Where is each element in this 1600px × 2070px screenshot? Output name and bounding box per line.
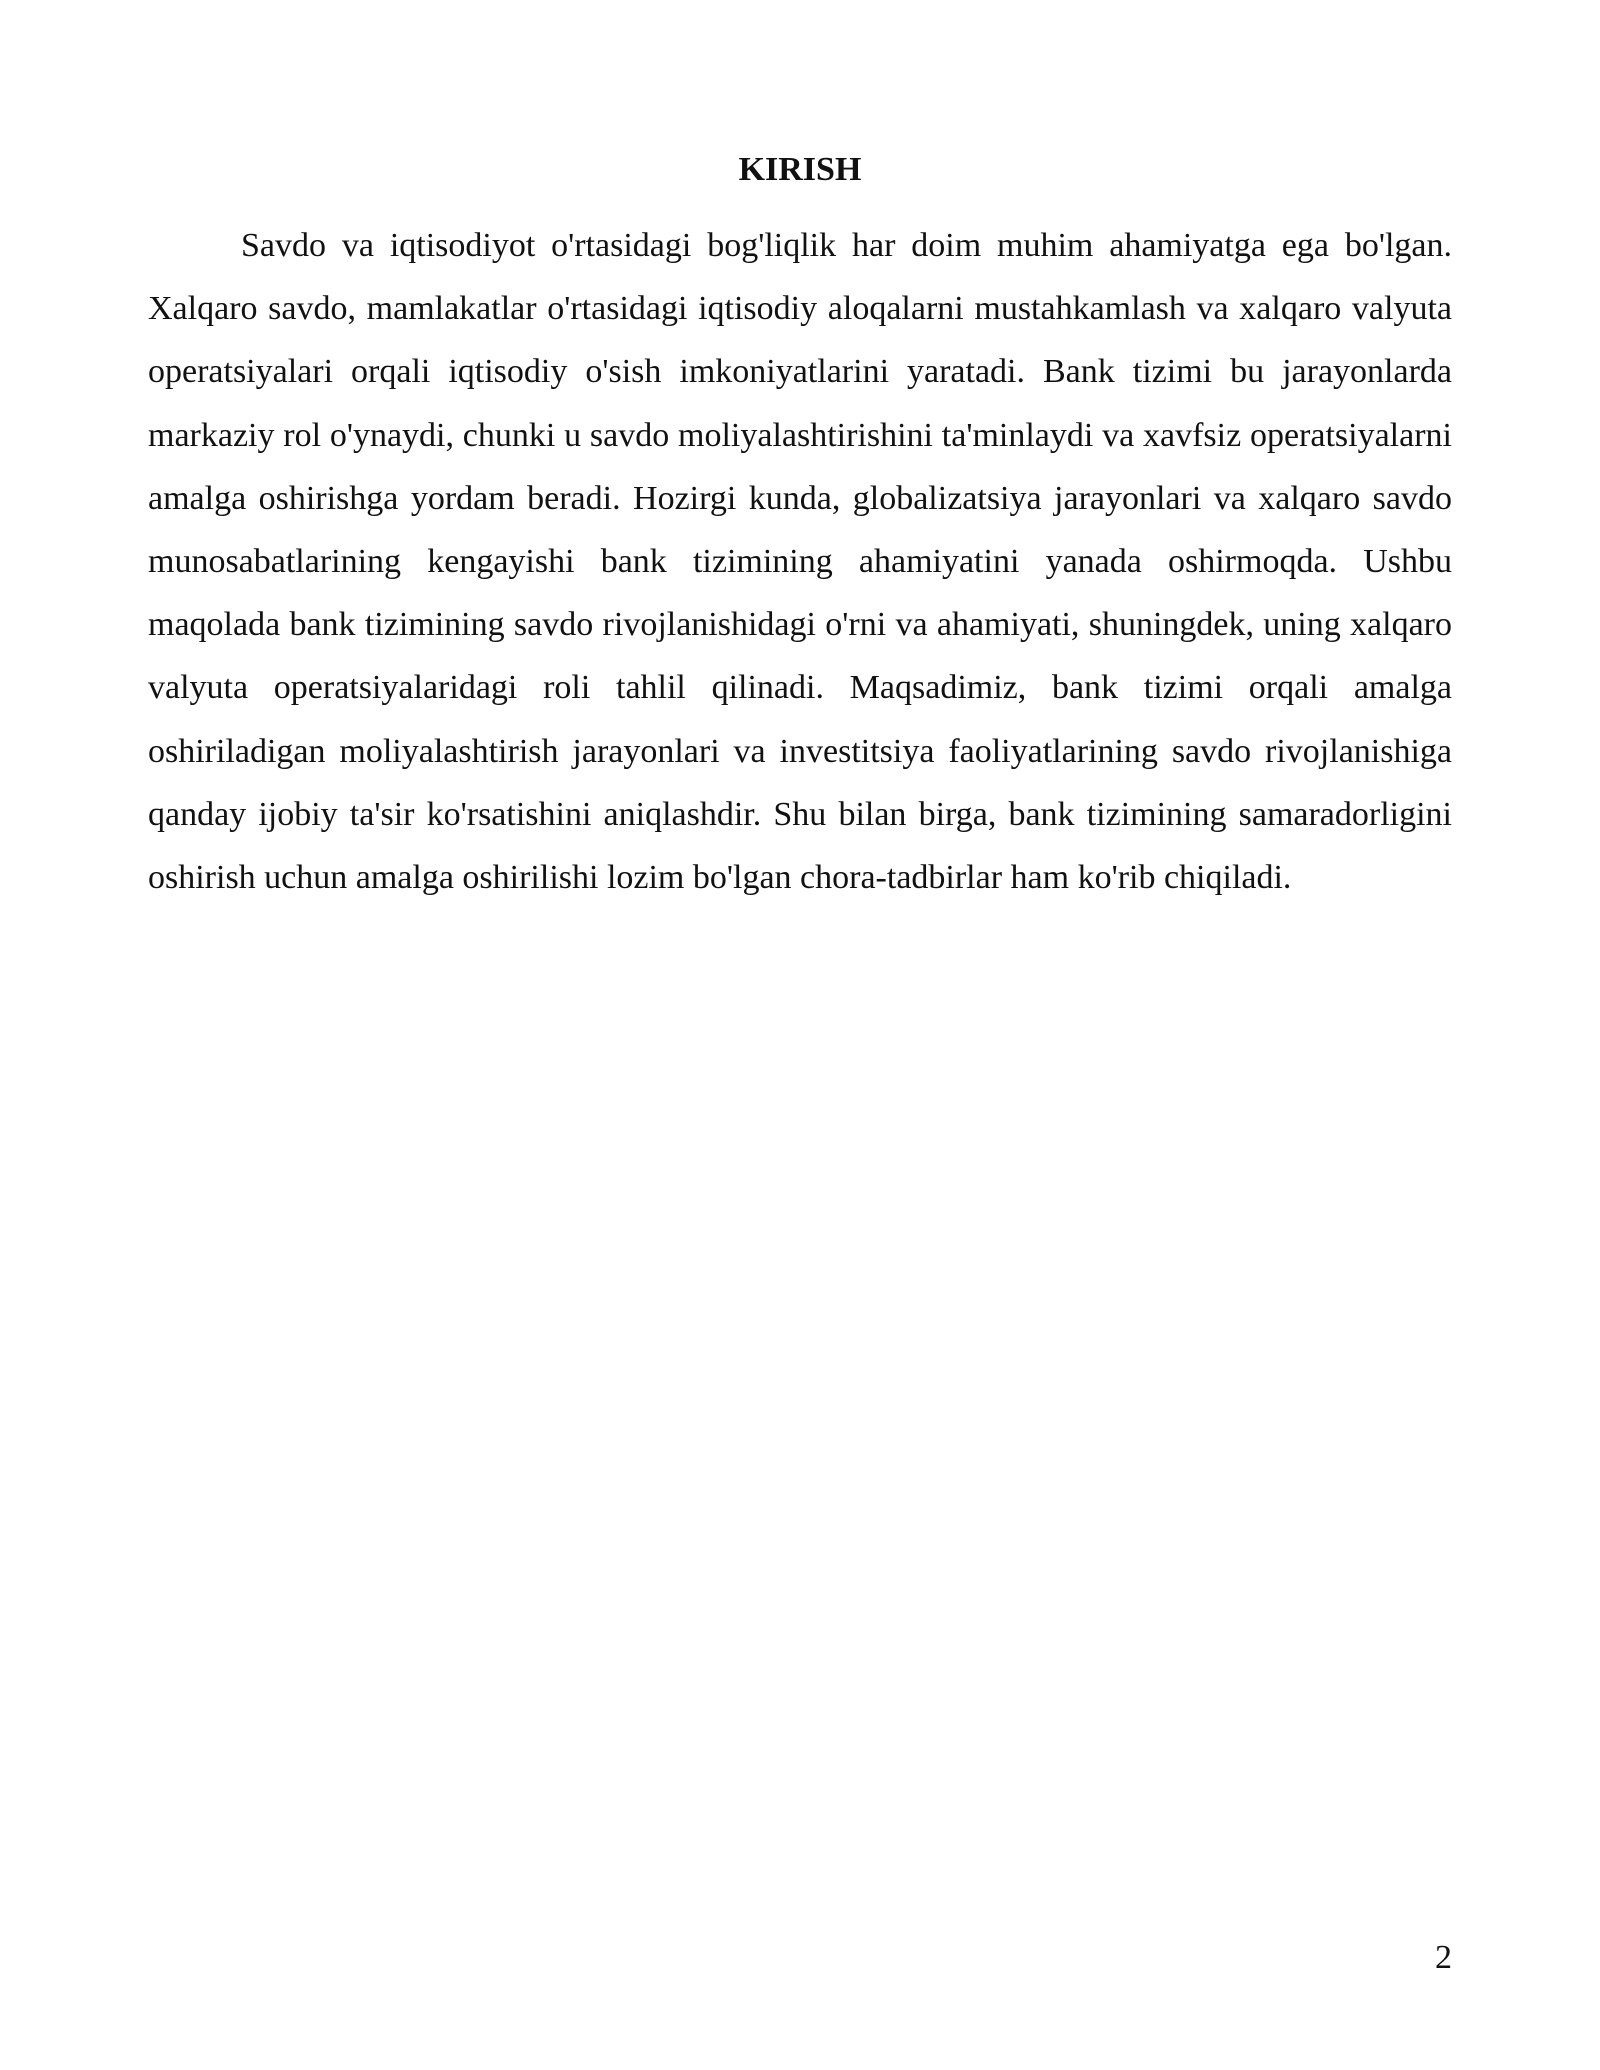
page-title: KIRISH — [738, 151, 862, 188]
body-paragraph: Savdo va iqtisodiyot o'rtasidagi bog'liqlik har doim muhim ahamiyatga ega bo'lgan. Xalqaro savdo, mamlakatlar o'rtasidagi iqtisodiy aloqalarni mustahkamlash va xalqaro valyuta operatsiyalari orqali iqtisodiy o'sish imkoniyatlarini yaratadi. Bank tizimi bu jarayonlarda markaziy rol o'ynaydi, chunki u savdo moliyalashtirishini ta'minlaydi va xavfsiz operatsiyalarni amalga oshirishga yordam beradi. Hozirgi kunda, globalizatsiya jarayonlari va xalqaro savdo munosabatlarining kengayishi bank tizimining ahamiyatini yanada oshirmoqda. Ushbu maqolada bank tizimining savdo rivojlanishidagi o'rni va ahamiyati, shuningdek, uning xalqaro valyuta operatsiyalaridagi roli tahlil qilinadi. Maqsadimiz, bank tizimi orqali amalga oshiriladigan moliyalashtirish jarayonlari va investitsiya faoliyatlarining savdo rivojlanishiga qanday ijobiy ta'sir ko'rsatishini aniqlashdir. Shu bilan birga, bank tizimining samaradorligini oshirish uchun amalga oshirilishi lozim bo'lgan chora-tadbirlar ham ko'rib chiqiladi. — [148, 227, 1452, 897]
page-number: 2 — [1435, 1939, 1452, 1976]
